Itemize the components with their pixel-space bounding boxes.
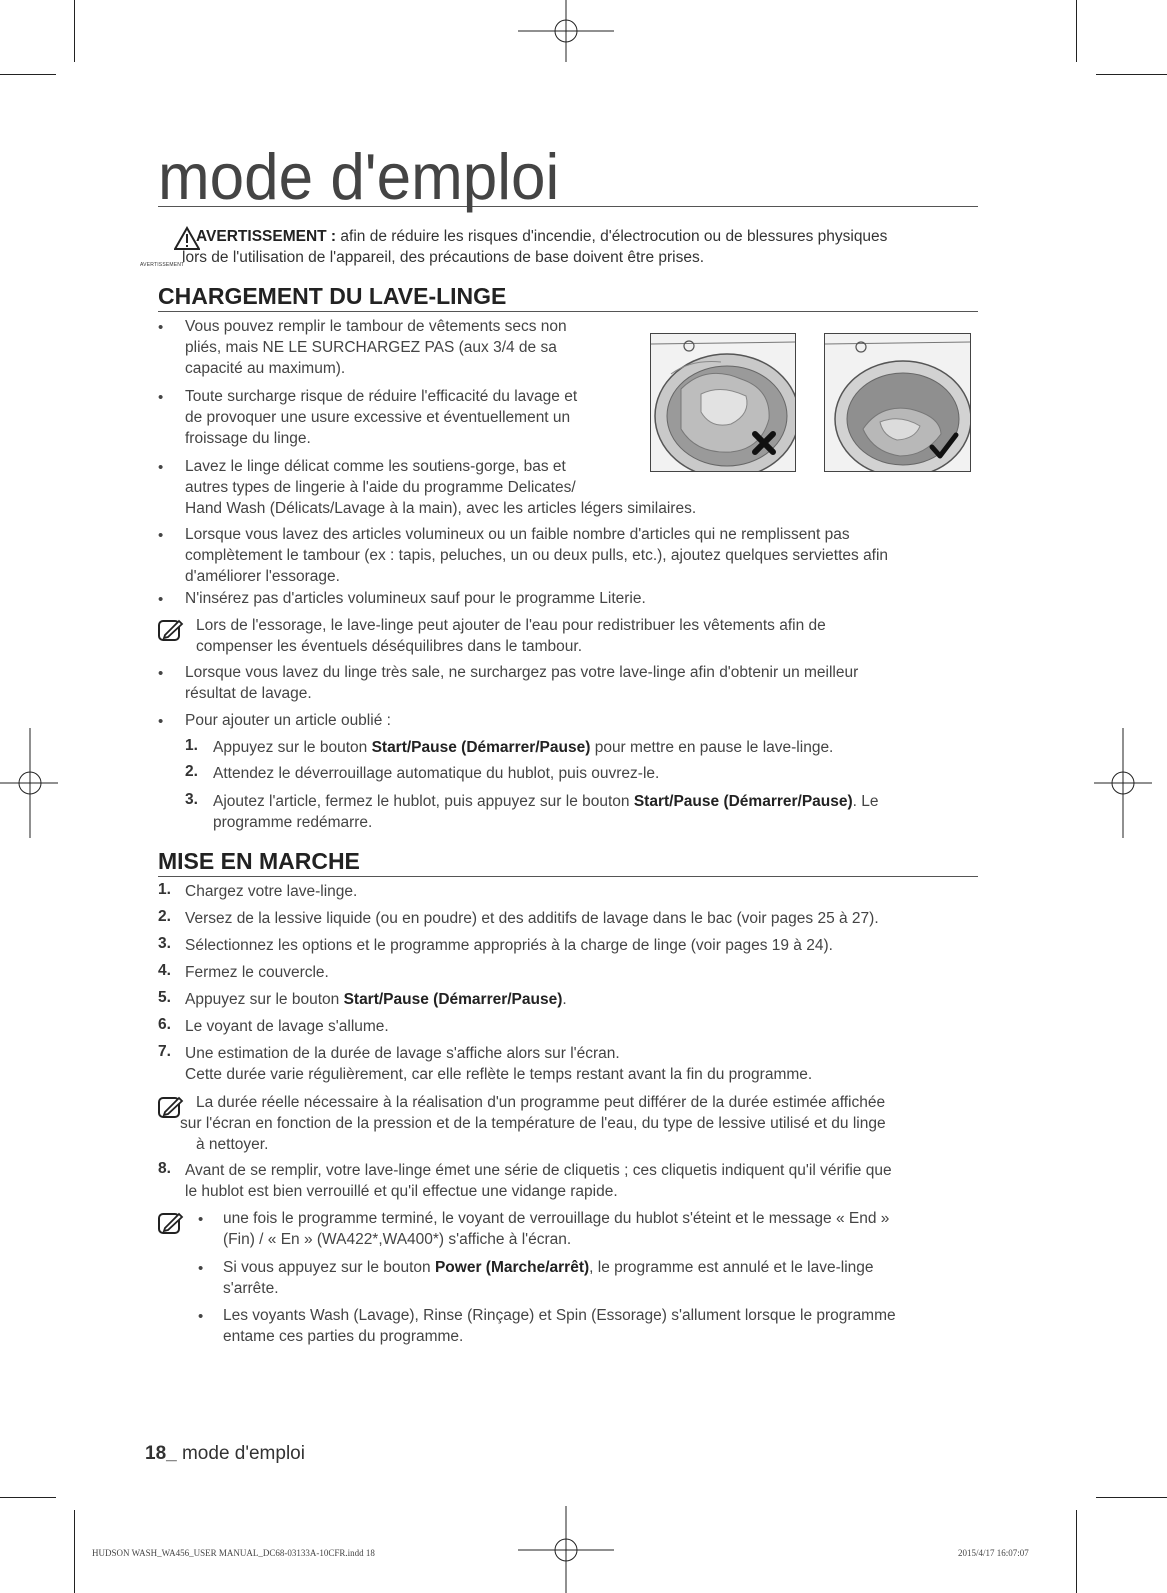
line (213, 791, 879, 812)
step-number: 8. (158, 1160, 171, 1177)
bullet-dot: • (158, 319, 164, 336)
bullet-dot: • (198, 1260, 204, 1277)
button-name: Start/Pause (Démarrer/Pause) (371, 739, 591, 756)
correct-drum-image (824, 333, 971, 472)
step-number: 5. (158, 989, 171, 1006)
bullet-text-6 (185, 662, 858, 704)
bullet-dot: • (158, 713, 164, 730)
text: . (562, 991, 567, 1008)
section-heading-loading: CHARGEMENT DU LAVE-LINGE (158, 283, 978, 312)
substep-1 (213, 737, 833, 758)
text: , le programme est annulé et le lave-linge (589, 1259, 874, 1276)
bullet-text-2 (185, 386, 577, 449)
print-date-info: 2015/4/17 16:07:07 (958, 1548, 1029, 1558)
check-icon (929, 432, 959, 460)
line: Vous pouvez remplir le tambour de vêtements secs non (185, 318, 567, 335)
step-number: 3. (185, 791, 198, 808)
line: (Fin) / « En » (WA422*,WA400*) s'affiche à l'écran. (223, 1231, 572, 1248)
line: Lorsque vous lavez des articles volumineux ou un faible nombre d'articles qui ne remplissent pas (185, 526, 850, 543)
step-number: 3. (158, 935, 171, 952)
text: Appuyez sur le bouton (185, 991, 344, 1008)
line: s'arrête. (223, 1280, 279, 1297)
start-step-3: Sélectionnez les options et le programme appropriés à la charge de linge (voir pages 19 à 24). (185, 937, 833, 954)
text: . Le (852, 793, 879, 810)
crop-mark (1096, 1497, 1167, 1498)
crop-mark (74, 0, 75, 62)
bullet-dot: • (158, 665, 164, 682)
warning-label: AVERTISSEMENT : (196, 228, 337, 245)
bullet-text-1 (185, 316, 567, 379)
bullet-dot: • (158, 459, 164, 476)
footer-label: mode d'emploi (176, 1443, 305, 1464)
bullet-text-4 (185, 524, 888, 587)
line: Avant de se remplir, votre lave-linge émet une série de cliquetis ; ces cliquetis indiquent qu'il vérifie que (185, 1162, 892, 1179)
line: une fois le programme terminé, le voyant de verrouillage du hublot s'éteint et le message « End » (223, 1210, 890, 1227)
crop-mark (0, 74, 56, 75)
line: complètement le tambour (ex : tapis, peluches, un ou deux pulls, etc.), ajoutez quelques serviettes afin (185, 547, 889, 564)
cross-icon (751, 430, 777, 456)
bullet-dot: • (158, 527, 164, 544)
line: entame ces parties du programme. (223, 1328, 464, 1345)
button-name: Power (Marche/arrêt) (434, 1259, 590, 1276)
start-step-6: Le voyant de lavage s'allume. (185, 1018, 389, 1035)
bullet-text-3 (185, 456, 696, 519)
line: pliés, mais NE LE SURCHARGEZ PAS (aux 3/4 de sa (185, 339, 557, 356)
warning-text-line1 (196, 226, 887, 247)
substep-2: Attendez le déverrouillage automatique du hublot, puis ouvrez-le. (213, 765, 660, 782)
registration-mark-top (518, 0, 618, 66)
text: Si vous appuyez sur le bouton (223, 1259, 435, 1276)
note-text-1 (196, 615, 826, 657)
registration-mark-left (0, 728, 60, 838)
line: Une estimation de la durée de lavage s'affiche alors sur l'écran. (185, 1045, 620, 1062)
line: Lavez le linge délicat comme les soutiens-gorge, bas et (185, 458, 566, 475)
line: Lorsque vous lavez du linge très sale, ne surchargez pas votre lave-linge afin d'obtenir un meilleur (185, 664, 859, 681)
note-text-2 (180, 1092, 986, 1155)
line (223, 1257, 874, 1278)
line: capacité au maximum). (185, 360, 346, 377)
text: Ajoutez l'article, fermez le hublot, puis appuyez sur le bouton (213, 793, 634, 810)
start-step-1: Chargez votre lave-linge. (185, 883, 358, 900)
page-footer (145, 1443, 305, 1465)
button-name: Start/Pause (Démarrer/Pause) (343, 991, 563, 1008)
bullet-dot: • (158, 389, 164, 406)
crop-mark (1076, 0, 1077, 62)
section-heading-start: MISE EN MARCHE (158, 848, 978, 877)
page-number: 18_ (145, 1443, 177, 1464)
registration-mark-bottom (518, 1506, 618, 1593)
line: résultat de lavage. (185, 685, 312, 702)
bullet-dot: • (198, 1308, 204, 1325)
line: sur l'écran en fonction de la pression et de la température de l'eau, du type de lessive utilisé et du linge (180, 1115, 886, 1132)
note3-item-3 (223, 1305, 896, 1347)
page-title-text: mode d'emploi (158, 141, 560, 214)
button-name: Start/Pause (Démarrer/Pause) (633, 793, 853, 810)
bullet-dot: • (198, 1211, 204, 1228)
step-number: 4. (158, 962, 171, 979)
line: à nettoyer. (196, 1136, 269, 1153)
warning-text: afin de réduire les risques d'incendie, d'électrocution ou de blessures physiques (336, 228, 888, 245)
line: d'améliorer l'essorage. (185, 568, 340, 585)
print-file-info: HUDSON WASH_WA456_USER MANUAL_DC68-03133A-10CFR.indd 18 (92, 1548, 375, 1558)
line: compenser les éventuels déséquilibres dans le tambour. (196, 638, 583, 655)
step-number: 7. (158, 1043, 171, 1060)
note-icon (158, 618, 184, 642)
overloaded-drum-image (650, 333, 796, 472)
start-step-4: Fermez le couvercle. (185, 964, 329, 981)
crop-mark (1096, 74, 1167, 75)
start-step-7 (185, 1043, 812, 1085)
line: de provoquer une usure excessive et éventuellement un (185, 409, 571, 426)
line: Lors de l'essorage, le lave-linge peut ajouter de l'eau pour redistribuer les vêtements afin de (196, 617, 826, 634)
bullet-text-7: Pour ajouter un article oublié : (185, 712, 391, 729)
bullet-text-5: N'insérez pas d'articles volumineux sauf pour le programme Literie. (185, 590, 646, 607)
note3-item-1 (223, 1208, 889, 1250)
start-step-2: Versez de la lessive liquide (ou en poudre) et des additifs de lavage dans le bac (voir pages 25 à 27). (185, 910, 879, 927)
line: autres types de lingerie à l'aide du programme Delicates/ (185, 479, 576, 496)
note-icon (158, 1211, 184, 1235)
crop-mark (1076, 1510, 1077, 1593)
line: programme redémarre. (213, 814, 373, 831)
line: Les voyants Wash (Lavage), Rinse (Rinçage) et Spin (Essorage) s'allument lorsque le programme (223, 1307, 896, 1324)
step-number: 2. (185, 763, 198, 780)
warning-text-line2: lors de l'utilisation de l'appareil, des précautions de base doivent être prises. (182, 249, 705, 266)
page-title (158, 141, 978, 214)
line: La durée réelle nécessaire à la réalisation d'un programme peut différer de la durée estimée affichée (196, 1094, 886, 1111)
step-number: 1. (185, 737, 198, 754)
line: le hublot est bien verrouillé et qu'il effectue une vidange rapide. (185, 1183, 618, 1200)
line: Cette durée varie régulièrement, car elle reflète le temps restant avant la fin du programme. (185, 1066, 813, 1083)
line: froissage du linge. (185, 430, 311, 447)
warning-icon-caption: AVERTISSEMENT (140, 262, 185, 268)
crop-mark (74, 1510, 75, 1593)
registration-mark-right (1094, 728, 1154, 838)
note3-item-2 (223, 1257, 874, 1299)
step-number: 2. (158, 908, 171, 925)
start-step-8 (185, 1160, 892, 1202)
substep-3 (213, 791, 879, 833)
start-step-5 (185, 989, 567, 1010)
line: Toute surcharge risque de réduire l'efficacité du lavage et (185, 388, 578, 405)
bullet-dot: • (158, 591, 164, 608)
step-number: 1. (158, 881, 171, 898)
crop-mark (0, 1497, 56, 1498)
text: Appuyez sur le bouton (213, 739, 372, 756)
line: Hand Wash (Délicats/Lavage à la main), avec les articles légers similaires. (185, 500, 697, 517)
step-number: 6. (158, 1016, 171, 1033)
text: pour mettre en pause le lave-linge. (590, 739, 834, 756)
